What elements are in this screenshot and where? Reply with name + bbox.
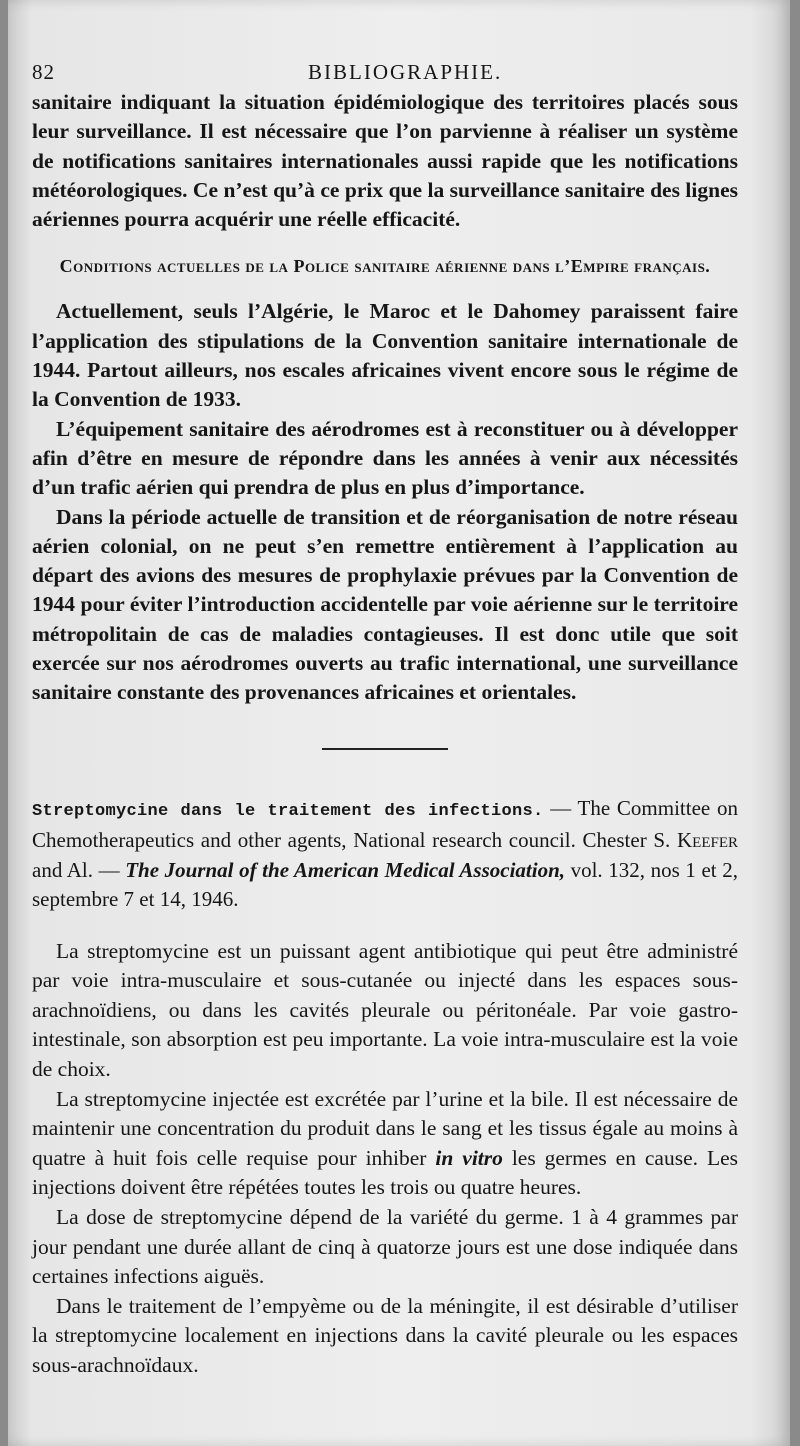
page-header <box>32 52 738 88</box>
title-separator: — <box>543 795 578 820</box>
review-paragraph-4: Dans le traitement de l’empyème ou de la méningite, il est désirable d’utiliser la streptomycine localement en injections dans la cavité pleurale ou les espaces sous-arachnoïdaux. <box>32 1293 738 1377</box>
journal-name: The Journal of the American Medical Association, <box>125 857 565 882</box>
page-content <box>32 52 738 1381</box>
book-page <box>8 0 790 1446</box>
article-title: Streptomycine dans le traitement des infections. <box>32 801 544 821</box>
review-body <box>32 937 738 1381</box>
review-paragraph-1: La streptomycine est un puissant agent antibiotique qui peut être administré par voie intra-musculaire et sous-cutanée ou injecté dans les espaces sous-arachnoïdiens, ou dans les cavités pleurale ou péritonéale. Par voie gastro-intestinale, son absorption est peu importante. La voie intra-musculaire est la voie de choix. <box>32 938 738 1082</box>
in-vitro-emphasis: in vitro <box>435 1145 503 1170</box>
bibliography-entry <box>32 794 738 915</box>
citation-details: vol. 132, nos 1 et 2, septembre 7 et 14, 1946. <box>32 857 738 912</box>
author-keefer: Keefer <box>676 828 738 853</box>
review-paragraph-3: La dose de streptomycine dépend de la variété du germe. 1 à 4 grammes par jour pendant une durée allant de cinq à quatorze jours est une dose indiquée dans certaines infections aiguës. <box>32 1204 738 1289</box>
page-number: 82 <box>32 60 55 84</box>
review-paragraph-2-b: les germes en cause. Les injections doivent être répétées toutes les trois ou quatre heures. <box>32 1145 738 1200</box>
review-paragraph-2-a: La streptomycine injectée est excrétée par l’urine et la bile. Il est nécessaire de maintenir une concentration du produit dans le sang et les tissus égale au moins à quatre à huit fois celle requise pour inhiber <box>32 1086 738 1170</box>
review-paragraph-2 <box>32 1085 738 1203</box>
section-title: Conditions actuelles de la Police sanitaire aérienne dans l’Empire français. <box>59 256 711 277</box>
section-paragraph-3: Dans la période actuelle de transition et de réorganisation de notre réseau aérien colonial, on ne peut s’en remettre entièrement à l’application au départ des avions des mesures de prophylaxie prévues par la Convention de 1944 pour éviter l’introduction accidentelle par voie aérienne sur le territoire métropolitain de cas de maladies contagieuses. Il est donc utile que soit exercée sur nos aérodromes ouverts au trafic international, une surveillance sanitaire constante des provenances africaines et orientales. <box>32 504 738 705</box>
authors-part-a: The Committee on Chemotherapeutics and other agents, National research council. Chester S. <box>32 795 738 853</box>
section-paragraph-2: L’équipement sanitaire des aérodromes est à reconstituer ou à développer afin d’être en mesure de répondre dans les années à venir aux nécessités d’un trafic aérien qui prendra de plus en plus d’importance. <box>32 416 738 500</box>
intro-paragraph: sanitaire indiquant la situation épidémiologique des territoires placés sous leur surveillance. Il est nécessaire que l’on parvienne à réaliser un système de notifications sanitaires internationales aussi rapide que les notifications météorologiques. Ce n’est qu’à ce prix que la surveillance sanitaire des lignes aériennes pourra acquérir une réelle efficacité. <box>32 90 738 232</box>
section-divider <box>322 748 448 750</box>
authors-part-b: and Al. — <box>32 857 126 882</box>
section-paragraph-1: Actuellement, seuls l’Algérie, le Maroc et le Dahomey paraissent faire l’application des stipulations de la Convention sanitaire internationale de 1944. Partout ailleurs, nos escales africaines vivent encore sous le régime de la Convention de 1933. <box>32 299 738 412</box>
running-head: BIBLIOGRAPHIE. <box>308 60 503 84</box>
